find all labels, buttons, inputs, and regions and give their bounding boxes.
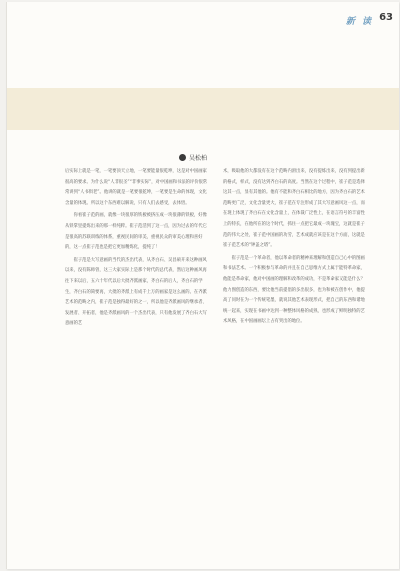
author-byline <box>179 153 207 162</box>
text-column-left <box>65 167 211 332</box>
paragraph: 后实际上就是一笔，一笔要顶天立地，一笔要能量很乾坤，这是对中国画家很高的要求。为什么说“人非很圣”“非事实际”，对中国画和书法的评价很常常讲到“人书俱老”。他讲的就是一笔要很乾坤，一笔要是生命的体现，文化含量的体现。所以这个东西难以解说，只有人们去感受，去体悟。 <box>65 169 208 206</box>
page-header <box>7 2 399 89</box>
paragraph: 崔子范是一个革命者，他以革命者的精神来理解和创造自己心中的图画和书法艺术。一个积极参与革命的并且在自己思维方式上属于能特革命家，他能是革命家，他对中国画的理解和改革的成功，不是革命家又能是什么？他力图创造的东西，要比他当前提倡的多出很多，也为和被在创作中，他提高了同时在为一个传统笔墨，就说其他艺术表现形式，把自己的东西和谐地统一起来，实现在书画中达到一种整体风格的成熟，也形成了鲜明独特的艺术风格，在中国画画坛上占有突出的地位。 <box>223 255 365 325</box>
decorative-band <box>7 88 399 130</box>
section-label: 新 读 <box>345 17 373 27</box>
page-number: 63 <box>379 12 393 23</box>
author-name: 吴松柏 <box>189 155 208 162</box>
author-bullet-icon <box>179 154 186 161</box>
paragraph: 崔子范是大写意画的当代的杰出代表，从齐白石、吴昌硕开来这种画风以来，没有陈师曾，这三大家实际上是那个时代的总代表，然后这种画风再往下来以后，五六十年代以后大批齐派画家，齐白石的后人，齐白石的学生，齐白石的简要再，大批的齐派上有成千上万的画家是这么画的。在齐派艺术的范畴之内，崔子范是独得最好的之一，所以他是齐派画风的继承者、发展者、开拓者，他是齐派画风的一个杰出代表，只有他发展了齐白石大写意画的艺 <box>65 257 207 327</box>
paragraph: 你看崔子范的画，就像一块很厚的铁板被挤压成一块很薄的铁板，好像从铁掌里提炼出来的那一样纯粹。崔子范活到了这一点，因为过去的年代它是很高的苏联训练的体系，重视民间的审美，重视民众的审美心理和喜好的，这一点崔子范也是把它更加精炼化，提纯了！ <box>65 213 207 251</box>
paragraph: 术，吸取他的大都没有在这个范畴内滑出来，没有提炼出来，没有到提出新的格式，样式，没有达到齐白石的高度。当然在这个过程中，崔子范是选择这其一点，显有其他的。他有不能和齐白石相比的地方，因为齐白石的艺术范畴更广泛，文化含量更大，崔子范在专注形成了其大写意画风这一点，而在现上体现了齐白石在文化含量上，在体裁广泛性上，在语言符号的丰富性上的特长，在他所在的这个时代，抓住一点把它最成一块瑰宝，这就是崔子范的伟大之处，崔子范中国画的功劳，艺术成就应该是在这个方面，这就是崔子范艺术的“钟盖之塔”。 <box>223 169 365 249</box>
text-column-right <box>223 167 369 330</box>
book-page <box>6 2 399 569</box>
